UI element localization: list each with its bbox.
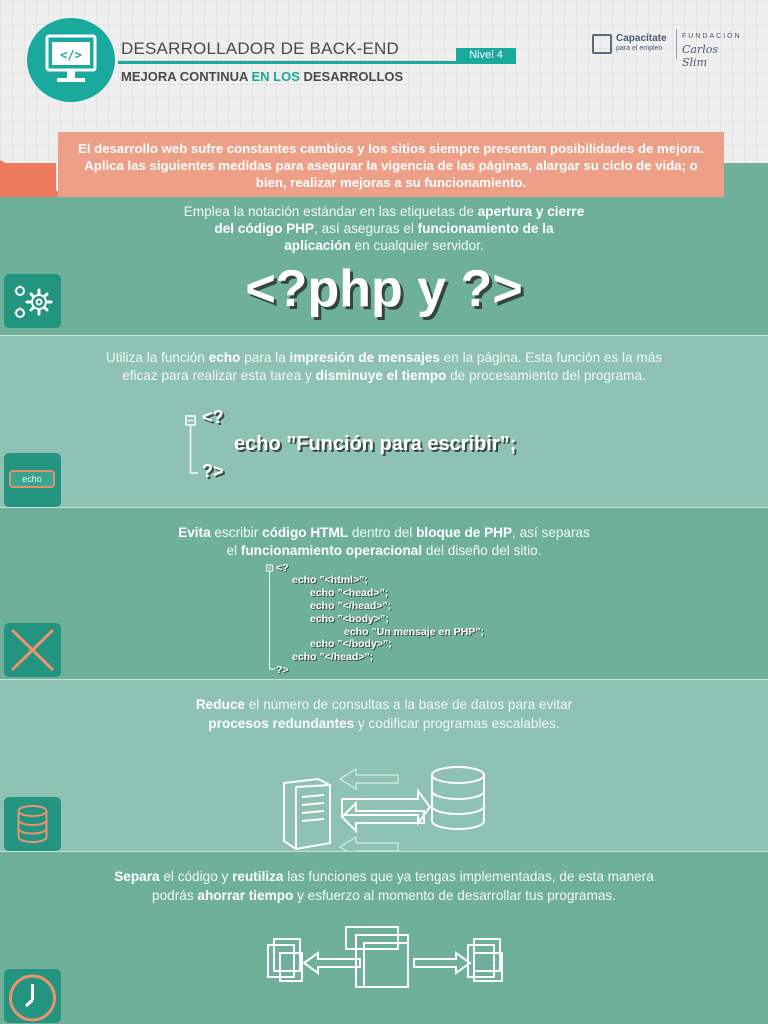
section-divider: [0, 507, 768, 508]
clock-icon: [4, 969, 61, 1023]
section-reduce-queries: [0, 679, 768, 851]
brand-capacitate: Capacítate: [616, 33, 667, 44]
brand-tagline: para el empleo: [616, 45, 663, 52]
section-text: Reduce el número de consultas a la base de datos para evitar procesos redundantes y codificar programas escalables.: [195, 697, 573, 731]
checklist-icon: [592, 34, 612, 54]
documents-reuse-diagram: [264, 921, 506, 993]
code-line: echo ”</head>”;: [310, 600, 392, 612]
php-tags-code: <?php y ?>: [245, 260, 523, 318]
code-echo-line: echo ”Función para escribir”;: [234, 433, 517, 455]
section-text: Emplea la notación estándar en las etiquetas de apertura y cierre del código PHP, así aseguras el funcionamiento de la aplicación en cualquier servidor.: [183, 204, 585, 253]
code-line: echo ”<html>”;: [292, 574, 368, 586]
code-bracket-icon: [265, 563, 279, 675]
echo-icon: [4, 453, 61, 507]
server-database-diagram: [278, 765, 490, 861]
brand-signature: Carlos Slim: [682, 43, 719, 69]
level-badge: Nivel 4: [456, 48, 516, 63]
section-divider: [0, 335, 768, 336]
database-icon: [4, 797, 61, 851]
code-line: echo ”Un mensaje en PHP”;: [344, 626, 485, 638]
code-line: <?: [276, 562, 289, 574]
section-avoid-html: [0, 507, 768, 679]
section-text: Evita escribir código HTML dentro del bloque de PHP, así separas el funcionamiento operacional del diseño del sitio.: [178, 525, 590, 558]
code-close-tag: ?>: [202, 461, 224, 481]
code-line: echo ”<head>”;: [310, 587, 389, 599]
cross-icon: [4, 623, 61, 677]
section-reuse: [0, 851, 768, 1024]
page-subtitle: MEJORA CONTINUA EN LOS DESARROLLOS: [121, 69, 404, 84]
section-text: Utiliza la función echo para la impresión de mensajes en la página. Esta función es la más eficaz para realizar esta tarea y disminuye el tiempo de procesamiento del programa.: [105, 350, 663, 383]
code-line: ?>: [276, 664, 289, 676]
gears-icon: [4, 274, 61, 328]
section-notation: [0, 197, 768, 335]
code-bracket-icon: [184, 413, 204, 479]
brand-divider: [676, 29, 677, 59]
brand-logos: [592, 33, 742, 69]
svg-text:</>: </>: [60, 48, 82, 62]
echo-icon-label: echo: [9, 470, 55, 488]
code-line: echo ”<body>”;: [310, 613, 389, 625]
code-monitor-icon: [27, 18, 115, 102]
section-echo: [0, 335, 768, 507]
code-line: echo ”</body>”;: [310, 638, 392, 650]
intro-text: El desarrollo web sufre constantes cambios y los sitios siempre presentan posibilidades de mejora. Aplica las siguientes medidas para asegurar la vigencia de las páginas, alargar su ciclo de vida; o bien, realizar mejoras a su funcionamiento.: [58, 132, 724, 197]
brand-fundacion: FUNDACIÓN: [682, 33, 742, 40]
section-text: Separa el código y reutiliza las funciones que ya tengas implementadas, de esta manera podrás ahorrar tiempo y esfuerzo al momento de desarrollar tus programas.: [114, 869, 654, 903]
code-line: echo ”</head>”;: [292, 651, 374, 663]
section-divider: [0, 851, 768, 852]
section-divider: [0, 679, 768, 680]
page-title: DESARROLLADOR DE BACK-END: [121, 39, 400, 58]
code-open-tag: <?: [202, 407, 224, 427]
